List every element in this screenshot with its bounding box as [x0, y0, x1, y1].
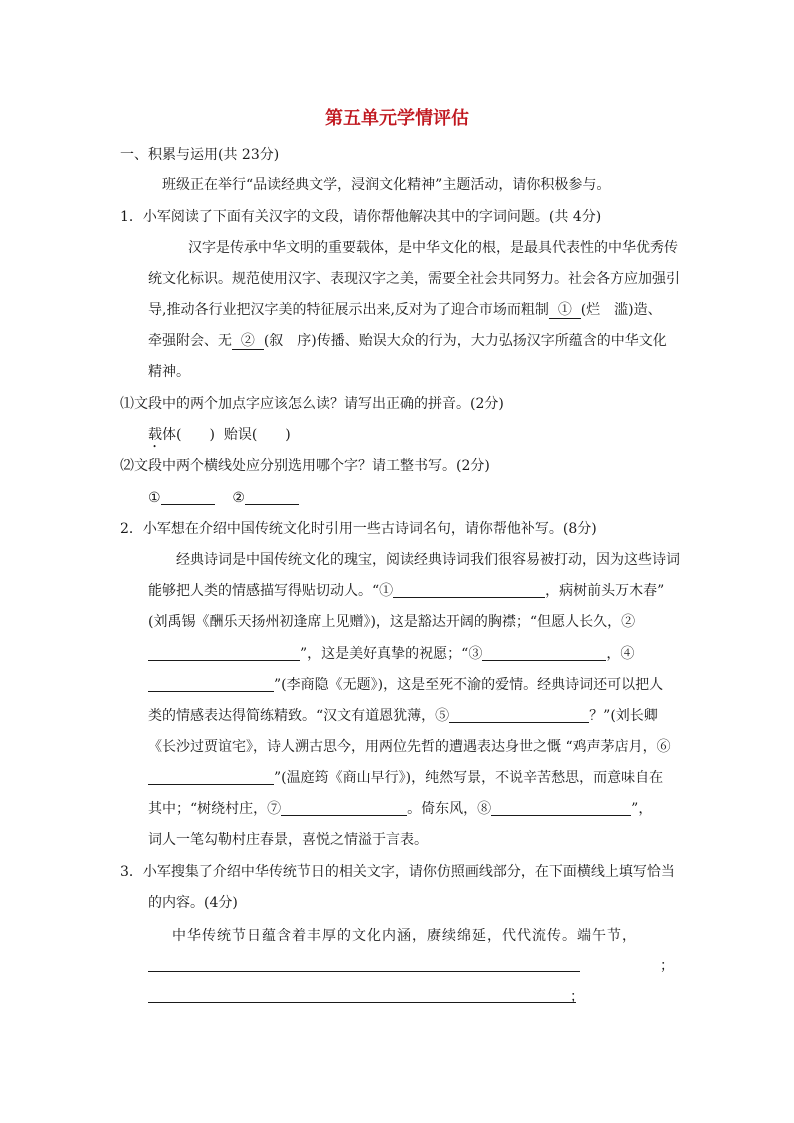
- q2-text: 类的情感表达得简练精致。“汉文有道恩犹薄，⑤: [148, 708, 450, 724]
- q2-passage-line: (刘禹锡《酬乐天扬州初逢席上见赠》)，这是豁达开阔的胸襟；“但愿人长久，②: [148, 614, 636, 630]
- q1-passage-line: 汉字是传承中华文明的重要载体，是中华文化的根，是最具代表性的中华优秀传: [188, 240, 678, 256]
- dotted-char: 贻: [223, 427, 238, 443]
- q2-text: 其中；“树绕村庄，⑦: [148, 801, 282, 817]
- q2-text: 能够把人类的情感描写得贴切动人。“①: [148, 583, 394, 599]
- pinyin-answer-field[interactable]: 体( ): [162, 427, 215, 443]
- poem-blank-7[interactable]: [281, 799, 407, 816]
- q1-passage-text: 导,推动各行业把汉字美的特征展示出来,反对为了迎合市场而粗制: [148, 302, 549, 318]
- q2-passage-line: [148, 767, 663, 789]
- q2-text: ？”(刘长卿: [589, 708, 658, 724]
- poem-blank-1[interactable]: [393, 581, 545, 598]
- q2-text: ”，: [631, 801, 653, 817]
- poem-blank-4[interactable]: [148, 675, 274, 692]
- poem-blank-6[interactable]: [148, 768, 274, 785]
- q1-passage-line: [148, 299, 662, 321]
- q3-answer-line-1[interactable]: [148, 971, 580, 972]
- answer-blank[interactable]: [245, 488, 299, 505]
- q1-blank-1-number: ①: [557, 302, 572, 318]
- q1-blank-2-number: ②: [240, 333, 255, 349]
- q2-passage-line: [148, 643, 634, 665]
- q2-passage-line: [148, 674, 663, 696]
- q1-option-1: (烂 滥)造、: [580, 302, 662, 318]
- answer-number: ②: [232, 490, 245, 506]
- q1-option-2: (叙 序)传播、贻误大众的行为，大力弘扬汉字所蕴含的中华文化: [263, 333, 667, 349]
- q2-text: ，病树前头万木春”: [545, 583, 665, 599]
- q1-passage-line: [148, 330, 667, 352]
- q2-passage-line: [148, 705, 658, 727]
- pinyin-answer-field[interactable]: 误( ): [237, 427, 291, 443]
- poem-blank-5[interactable]: [449, 706, 589, 723]
- q2-text: ”(温庭筠《商山早行》)，纯然写景，不说辛苦愁思，而意味自在: [274, 770, 664, 786]
- q2-passage-line: 词人一笔勾勒村庄春景，喜悦之情溢于言表。: [148, 832, 428, 848]
- q1-pinyin-answers: [148, 424, 291, 451]
- q1-blank-1: [549, 302, 581, 319]
- poem-blank-2[interactable]: [148, 644, 300, 661]
- section-intro: 班级正在举行“品读经典文学，浸润文化精神”主题活动，请你积极参与。: [162, 177, 611, 193]
- answer-number: ①: [148, 490, 161, 506]
- q3-passage: 中华传统节日蕴含着丰厚的文化内涵，赓续绵延，代代流传。端午节，: [172, 928, 637, 944]
- answer-blank[interactable]: [161, 488, 215, 505]
- dotted-char: 载: [148, 427, 162, 443]
- q3-stem: 3．小军搜集了介绍中华传统节日的相关文字，请你仿照画线部分，在下面横线上填写恰当: [120, 864, 675, 880]
- q1-passage-line: 统文化标识。规范使用汉字、表现汉字之美，需要全社会共同努力。社会各方应加强引: [148, 271, 680, 287]
- q2-passage-line: [148, 798, 652, 820]
- q2-passage-line: [148, 580, 664, 602]
- section-heading: 一、积累与运用(共 23分): [120, 147, 280, 163]
- q2-text: ”(李商隐《无题》)，这是至死不渝的爱情。经典诗词还可以把人: [274, 677, 664, 693]
- q2-stem: 2．小军想在介绍中国传统文化时引用一些古诗词名句，请你帮他补写。(8分): [120, 521, 597, 537]
- q1-blank-2: [232, 333, 264, 350]
- poem-blank-8[interactable]: [491, 799, 631, 816]
- q3-stem: 的内容。(4分): [148, 895, 238, 911]
- q2-passage-line: 《长沙过贾谊宅》，诗人溯古思今，用两位先哲的遭遇表达身世之慨 “鸡声茅店月，⑥: [148, 739, 671, 755]
- q1-char-answers: [148, 487, 299, 509]
- q2-text: 。倚东风，⑧: [407, 801, 492, 817]
- q3-answer-line-2[interactable]: [148, 1002, 576, 1003]
- q2-text: ”，这是美好真挚的祝愿；“③: [300, 646, 483, 662]
- q3-semicolon: ；: [570, 989, 584, 1005]
- q1-passage-text: 牵强附会、无: [148, 333, 232, 349]
- q2-text: ，④: [606, 646, 635, 662]
- q1-passage-line: 精神。: [148, 364, 190, 380]
- q1-subquestion-1: ⑴文段中的两个加点字应该怎么读？请写出正确的拼音。(2分): [120, 396, 504, 412]
- q1-stem: 1．小军阅读了下面有关汉字的文段，请你帮他解决其中的字词问题。(共 4分): [120, 209, 602, 225]
- page-title: 第五单元学情评估: [325, 108, 469, 129]
- q1-subquestion-2: ⑵文段中两个横线处应分别选用哪个字？请工整书写。(2分): [120, 458, 490, 474]
- q3-semicolon: ；: [660, 958, 674, 974]
- poem-blank-3[interactable]: [482, 644, 606, 661]
- q2-passage-line: 经典诗词是中国传统文化的瑰宝，阅读经典诗词我们很容易被打动，因为这些诗词: [176, 552, 680, 568]
